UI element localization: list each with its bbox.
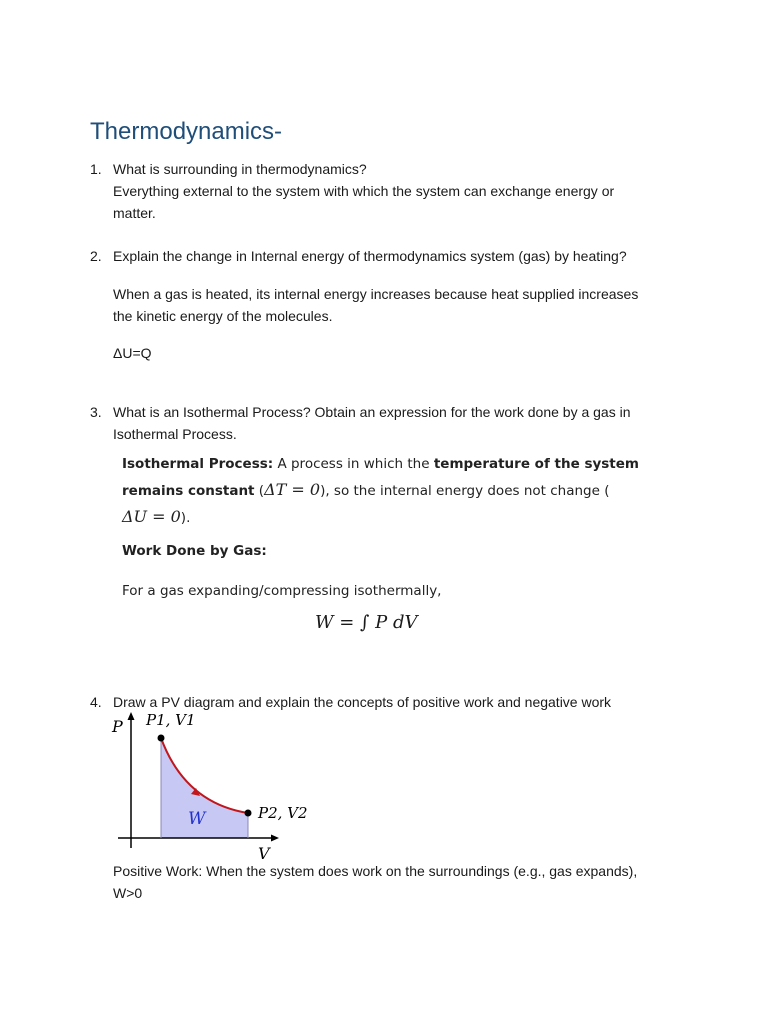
- question-text: Isothermal Process.: [113, 426, 237, 442]
- question-text: Explain the change in Internal energy of thermodynamics system (gas) by heating?: [113, 248, 627, 264]
- text-span: (: [254, 483, 265, 499]
- work-formula: W = ∫ P dV: [315, 612, 418, 633]
- question-number: 2.: [90, 248, 102, 264]
- question-text: What is surrounding in thermodynamics?: [113, 161, 367, 177]
- document-title: Thermodynamics-: [90, 118, 283, 145]
- answer-line: matter.: [113, 205, 156, 221]
- math-delta-t: ΔT = 0: [264, 480, 321, 499]
- answer-line: When a gas is heated, its internal energy increases because heat supplied increases: [113, 286, 639, 302]
- bold-heading: Work Done by Gas:: [122, 543, 267, 559]
- isothermal-definition: [122, 451, 639, 531]
- answer-line: the kinetic energy of the molecules.: [113, 308, 333, 324]
- point-label-2: P2, V2: [258, 804, 308, 822]
- work-text: For a gas expanding/compressing isothermally,: [122, 583, 442, 599]
- axis-label-p: P: [112, 717, 123, 736]
- question-number: 4.: [90, 694, 102, 710]
- point-label-1: P1, V1: [146, 711, 196, 729]
- x-axis-arrow-icon: [271, 835, 279, 842]
- question-number: 3.: [90, 404, 102, 420]
- bold-term: remains constant: [122, 483, 255, 499]
- state-point-2: [245, 810, 252, 817]
- bold-term: temperature of the system: [433, 456, 639, 472]
- work-heading: [122, 543, 267, 559]
- answer-line: Positive Work: When the system does work on the surroundings (e.g., gas expands),: [113, 863, 638, 879]
- pv-diagram: [110, 708, 320, 863]
- equation: ΔU=Q: [113, 345, 152, 361]
- question-number: 1.: [90, 161, 102, 177]
- state-point-1: [158, 735, 165, 742]
- answer-line: Everything external to the system with which the system can exchange energy or: [113, 183, 615, 199]
- area-label-w: W: [188, 809, 206, 829]
- bold-term: Isothermal Process:: [122, 456, 274, 472]
- axis-label-v: V: [258, 844, 270, 863]
- text-span: ), so the internal energy does not change (: [320, 483, 610, 499]
- text-span: ).: [180, 510, 191, 526]
- answer-paragraph: [113, 860, 713, 904]
- math-delta-u: ΔU = 0: [122, 507, 181, 526]
- text-span: A process in which the: [273, 456, 434, 472]
- answer-paragraph: [113, 283, 673, 327]
- answer-line: W>0: [113, 885, 143, 901]
- y-axis-arrow-icon: [128, 712, 135, 720]
- question-text: Draw a PV diagram and explain the concepts of positive work and negative work: [113, 694, 612, 710]
- question-text: What is an Isothermal Process? Obtain an expression for the work done by a gas in: [113, 404, 631, 420]
